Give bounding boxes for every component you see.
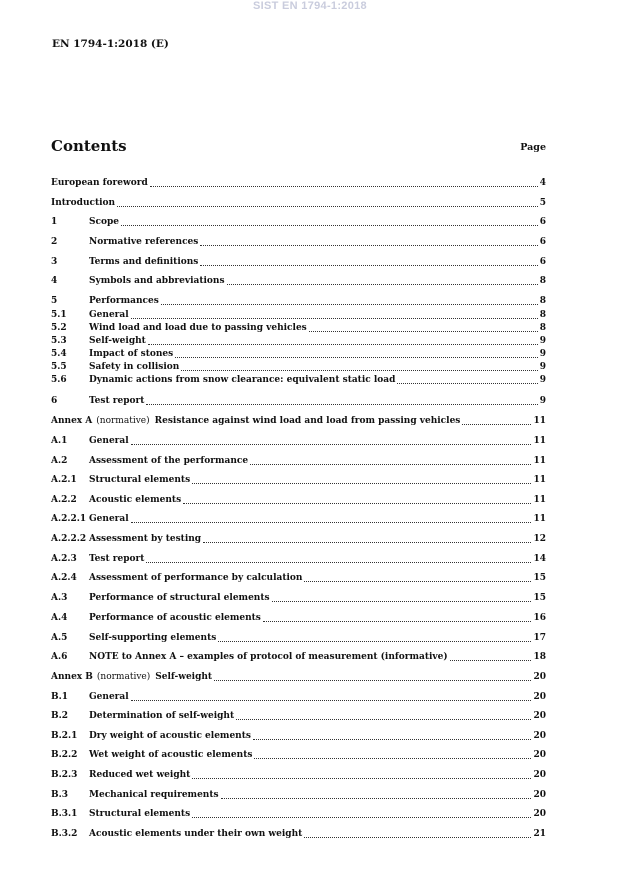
toc-entry-title: Mechanical requirements [89, 790, 219, 800]
toc-entry-page: 20 [533, 672, 546, 682]
toc-entry-page: 15 [533, 573, 546, 583]
toc-entry-title: Safety in collision [89, 362, 180, 372]
dot-leader [150, 177, 538, 187]
dot-leader [218, 632, 531, 642]
dot-leader [221, 789, 532, 799]
toc-entry[interactable] [51, 295, 546, 308]
toc-entry-page: 16 [533, 613, 546, 623]
toc-entry-title: Impact of stones [89, 349, 174, 359]
toc-entry-title: Normative references [89, 237, 199, 247]
toc-entry-page: 5 [539, 198, 546, 208]
toc-entry-number: Annex A [51, 416, 93, 426]
toc-entry[interactable] [51, 651, 546, 664]
toc-entry-title: Scope [89, 217, 120, 227]
toc-entry-number: B.3 [51, 790, 69, 800]
toc-entry-title: Self-weight [155, 672, 213, 682]
toc-entry-page: 9 [539, 396, 546, 406]
toc-entry-title: Dynamic actions from snow clearance: equivalent static load [89, 375, 396, 385]
dot-leader [214, 671, 531, 681]
toc-entry-page: 17 [533, 633, 546, 643]
toc-entry-page: 20 [533, 711, 546, 721]
dot-leader [183, 494, 531, 504]
toc-entry-page: 12 [533, 534, 546, 544]
dot-leader [263, 612, 532, 622]
toc-entry[interactable] [51, 309, 546, 322]
toc-entry[interactable] [51, 553, 546, 566]
toc-entry-number: 5.2 [51, 323, 67, 333]
dot-leader [181, 361, 537, 371]
toc-entry-page: 8 [539, 310, 546, 320]
toc-entry-page: 9 [539, 349, 546, 359]
toc-entry-page: 8 [539, 323, 546, 333]
toc-entry-number: 5.6 [51, 375, 67, 385]
toc-entry-number: A.2.1 [51, 475, 77, 485]
toc-entry-number: 3 [51, 257, 58, 267]
toc-entry-number: A.1 [51, 436, 68, 446]
toc-entry-number: A.2.3 [51, 554, 77, 564]
toc-entry[interactable] [51, 828, 546, 841]
toc-entry-number: 5.5 [51, 362, 67, 372]
toc-entry[interactable] [51, 710, 546, 723]
toc-entry-number: A.2.2.2 [51, 534, 87, 544]
toc-entry-page: 11 [533, 495, 546, 505]
toc-entry-title: Structural elements [89, 809, 191, 819]
dot-leader [397, 374, 537, 384]
toc-entry-title: General [89, 692, 129, 702]
toc-entry[interactable] [51, 474, 546, 487]
toc-entry[interactable] [51, 691, 546, 704]
toc-entry-number: 6 [51, 396, 58, 406]
toc-entry-number: 5.4 [51, 349, 67, 359]
toc-entry-page: 20 [533, 692, 546, 702]
document-id: EN 1794-1:2018 (E) [52, 38, 169, 50]
toc-entry-page: 20 [533, 731, 546, 741]
toc-entry-title: Structural elements [89, 475, 191, 485]
toc-entry-page: 6 [539, 257, 546, 267]
dot-leader [121, 216, 538, 226]
toc-entry-title: Self-supporting elements [89, 633, 217, 643]
toc-entry-page: 8 [539, 296, 546, 306]
toc-entry[interactable] [51, 177, 546, 190]
toc-entry[interactable] [51, 348, 546, 361]
toc-entry[interactable] [51, 256, 546, 269]
dot-leader [161, 295, 538, 305]
toc-entry-title: Wind load and load due to passing vehicles [89, 323, 307, 333]
toc-entry-title: Resistance against wind load and load from passing vehicles [154, 416, 461, 426]
toc-entry-title: Reduced wet weight [89, 770, 191, 780]
toc-entry-number: A.2 [51, 456, 68, 466]
toc-entry[interactable] [51, 671, 546, 684]
dot-leader [272, 592, 532, 602]
toc-entry-title: Assessment by testing [89, 534, 202, 544]
toc-entry-number: 1 [51, 217, 58, 227]
toc-entry-title: Performances [89, 296, 159, 306]
page-column-label: Page [520, 142, 546, 153]
toc-entry[interactable] [51, 592, 546, 605]
dot-leader [192, 474, 531, 484]
toc-entry[interactable] [51, 572, 546, 585]
toc-entry-title: Assessment of performance by calculation [89, 573, 303, 583]
dot-leader [227, 275, 538, 285]
toc-entry[interactable] [51, 236, 546, 249]
dot-leader [200, 256, 537, 266]
dot-leader [117, 197, 538, 207]
toc-entry-number: B.3.1 [51, 809, 78, 819]
toc-entry[interactable] [51, 322, 546, 335]
toc-entry-number: A.2.2.1 [51, 514, 87, 524]
toc-entry-number: A.4 [51, 613, 68, 623]
dot-leader [200, 236, 537, 246]
toc-entry-page: 18 [533, 652, 546, 662]
toc-entry-number: 5.1 [51, 310, 67, 320]
toc-entry-title: NOTE to Annex A – examples of protocol of measurement (informative) [89, 652, 448, 662]
toc-entry-title: Performance of acoustic elements [89, 613, 261, 623]
toc-entry[interactable] [51, 275, 546, 288]
toc-entry-title: Self-weight [89, 336, 146, 346]
toc-entry-page: 15 [533, 593, 546, 603]
toc-entry-page: 4 [539, 178, 546, 188]
toc-entry-page: 11 [533, 436, 546, 446]
toc-entry[interactable] [51, 216, 546, 229]
toc-entry-number: A.6 [51, 652, 68, 662]
toc-entry-page: 9 [539, 362, 546, 372]
toc-entry[interactable] [51, 415, 546, 428]
toc-entry[interactable] [51, 361, 546, 374]
watermark: SIST EN 1794-1:2018 [253, 0, 367, 12]
toc-entry-page: 14 [533, 554, 546, 564]
dot-leader [148, 335, 538, 345]
toc-entry[interactable] [51, 808, 546, 821]
toc-entry-number: B.2 [51, 711, 69, 721]
toc-entry-number: 5 [51, 296, 58, 306]
toc-entry-title: General [89, 436, 129, 446]
toc-entry-number: B.1 [51, 692, 69, 702]
contents-heading: Contents [51, 137, 127, 155]
toc-entry-page: 11 [533, 514, 546, 524]
dot-leader [254, 749, 531, 759]
dot-leader [304, 572, 531, 582]
toc-entry[interactable] [51, 455, 546, 468]
toc-entry-number: 5.3 [51, 336, 67, 346]
toc-entry[interactable] [51, 513, 546, 526]
toc-entry-number: B.3.2 [51, 829, 78, 839]
toc-entry-page: 9 [539, 336, 546, 346]
toc-entry-number: B.2.1 [51, 731, 78, 741]
toc-entry-title: General [89, 514, 129, 524]
dot-leader [175, 348, 538, 358]
toc-entry-title: Symbols and abbreviations [89, 276, 225, 286]
toc-entry-title: Determination of self-weight [89, 711, 235, 721]
toc-entry-page: 11 [533, 475, 546, 485]
dot-leader [131, 513, 532, 523]
dot-leader [192, 769, 531, 779]
dot-leader [450, 651, 532, 661]
toc-entry-page: 20 [533, 770, 546, 780]
toc-entry-title: Test report [89, 396, 145, 406]
toc-entry-title: Performance of structural elements [89, 593, 270, 603]
toc-entry-title: Acoustic elements under their own weight [89, 829, 303, 839]
toc-entry[interactable] [51, 789, 546, 802]
toc-entry-page: 9 [539, 375, 546, 385]
toc-entry-number: 4 [51, 276, 58, 286]
dot-leader [250, 455, 531, 465]
toc-entry-page: 8 [539, 276, 546, 286]
toc-entry-page: 11 [533, 456, 546, 466]
dot-leader [131, 309, 538, 319]
toc-entry[interactable] [51, 632, 546, 645]
toc-entry-title: General [89, 310, 129, 320]
toc-entry-title: Test report [89, 554, 145, 564]
dot-leader [253, 730, 532, 740]
toc-entry-number: A.3 [51, 593, 68, 603]
toc-entry-number: A.2.2 [51, 495, 77, 505]
toc-entry-page: 21 [533, 829, 546, 839]
toc-entry-number: B.2.3 [51, 770, 78, 780]
toc-entry[interactable] [51, 494, 546, 507]
toc-entry-number: Annex B [51, 672, 93, 682]
toc-entry-title: Introduction [51, 198, 116, 208]
toc-entry-page: 6 [539, 217, 546, 227]
dot-leader [236, 710, 531, 720]
toc-entry[interactable] [51, 374, 546, 387]
dot-leader [192, 808, 531, 818]
toc-entry-annotation: (normative) [96, 416, 150, 426]
toc-entry-title: Wet weight of acoustic elements [89, 750, 253, 760]
dot-leader [203, 533, 531, 543]
toc-entry-number: A.5 [51, 633, 68, 643]
toc-entry[interactable] [51, 749, 546, 762]
dot-leader [309, 322, 538, 332]
toc-entry[interactable] [51, 533, 546, 546]
toc-entry[interactable] [51, 395, 546, 408]
toc-entry-page: 20 [533, 809, 546, 819]
toc-entry-title: Dry weight of acoustic elements [89, 731, 251, 741]
toc-entry-page: 11 [533, 416, 546, 426]
toc-entry-title: Acoustic elements [89, 495, 182, 505]
toc-entry[interactable] [51, 435, 546, 448]
toc-entry-page: 20 [533, 750, 546, 760]
toc-entry-number: A.2.4 [51, 573, 77, 583]
toc-entry-annotation: (normative) [96, 672, 151, 682]
toc-entry-page: 6 [539, 237, 546, 247]
dot-leader [304, 828, 531, 838]
toc-entry[interactable] [51, 197, 546, 210]
toc-entry[interactable] [51, 335, 546, 348]
toc-entry-title: European foreword [51, 178, 148, 188]
dot-leader [146, 553, 531, 563]
dot-leader [462, 415, 531, 425]
toc-entry-page: 20 [533, 790, 546, 800]
toc-entry-title: Terms and definitions [89, 257, 199, 267]
toc-entry-number: 2 [51, 237, 58, 247]
toc-entry[interactable] [51, 730, 546, 743]
toc-entry-title: Assessment of the performance [89, 456, 249, 466]
dot-leader [131, 691, 532, 701]
dot-leader [131, 435, 532, 445]
toc-entry-number: B.2.2 [51, 750, 78, 760]
toc-entry[interactable] [51, 769, 546, 782]
dot-leader [146, 395, 537, 405]
toc-entry[interactable] [51, 612, 546, 625]
